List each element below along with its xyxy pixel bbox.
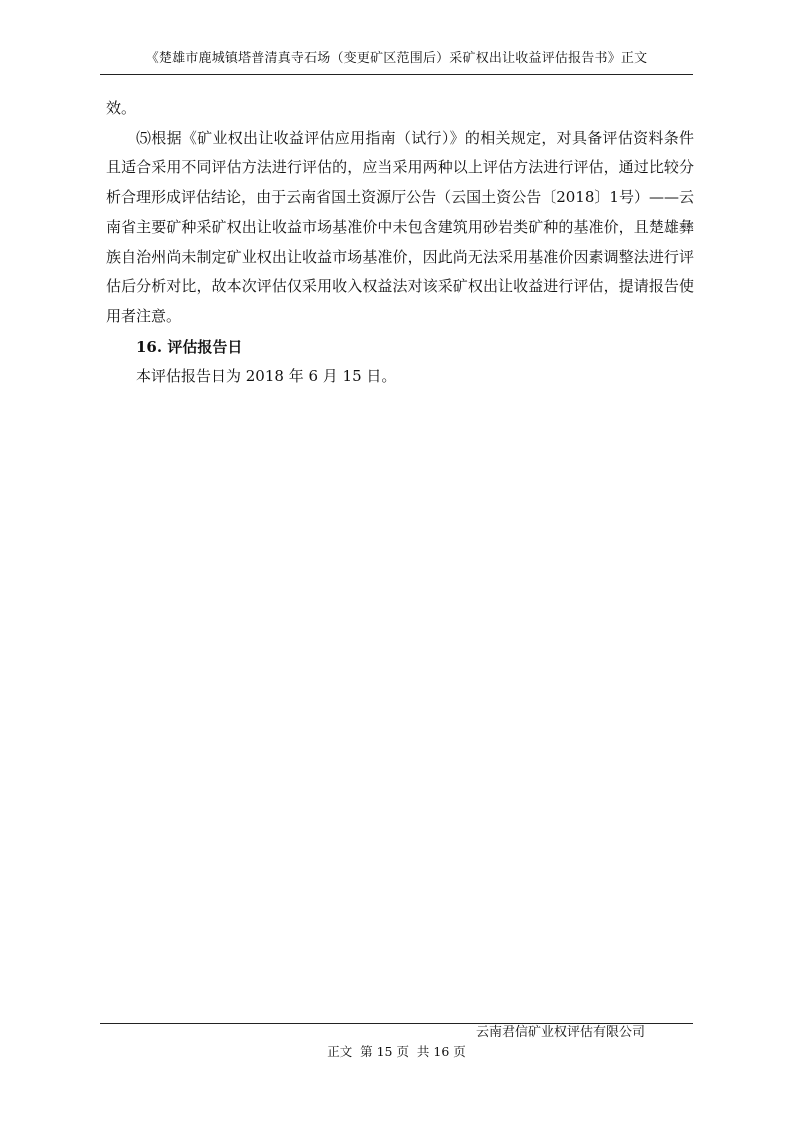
report-date-paragraph: 本评估报告日为 2018 年 6 月 15 日。 xyxy=(136,367,397,386)
document-body xyxy=(106,94,694,392)
footer-company-name: 云南君信矿业权评估有限公司 xyxy=(476,1025,646,1040)
paragraph-item-5: ⑸根据《矿业权出让收益评估应用指南（试行）》的相关规定，对具备评估资料条件且适合采用不同评估方法进行评估的，应当采用两种以上评估方法进行评估，通过比较分析合理形成评估结论，由于云南省国土资源厅公告（云国土资公告〔2018〕1号）——云南省主要矿种采矿权出让收益市场基准价中未包含建筑用砂岩类矿种的基准价，且楚雄彝族自治州尚未制定矿业权出让收益市场基准价，因此尚无法采用基准价因素调整法进行评估后分析对比，故本次评估仅采用收入权益法对该采矿权出让收益进行评估，提请报告使用者注意。 xyxy=(106,128,694,325)
section-heading-report-date: 16. 评估报告日 xyxy=(136,337,243,356)
page-header-title: 《楚雄市鹿城镇塔普清真寺石场（变更矿区范围后）采矿权出让收益评估报告书》正文 xyxy=(145,51,648,66)
footer-page-number: 正文 第 15 页 共 16 页 xyxy=(327,1044,466,1059)
continuation-text: 效。 xyxy=(106,99,137,117)
header-divider xyxy=(100,74,693,75)
